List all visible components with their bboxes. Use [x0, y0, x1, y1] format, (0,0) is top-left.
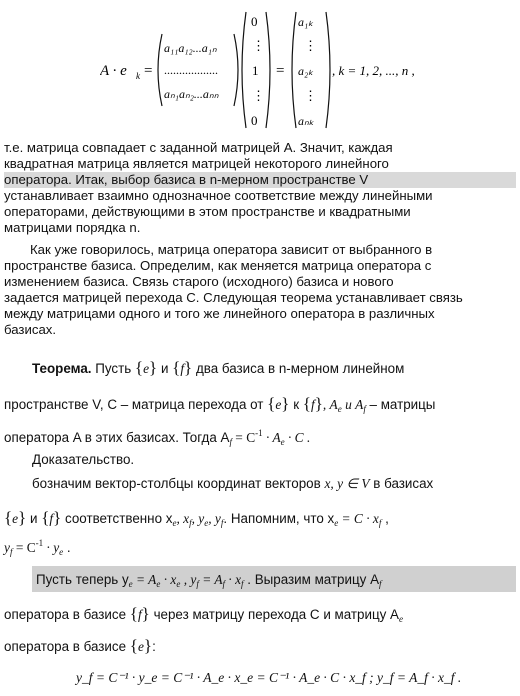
- sub-e: e: [176, 579, 181, 589]
- proof-line-3: [4, 538, 71, 557]
- last-text: через матрицу перехода C и матрицу A: [149, 607, 399, 622]
- matrix-af: и A: [341, 397, 364, 412]
- basis-f: f: [310, 397, 315, 412]
- proof-math: , x: [176, 511, 190, 526]
- brace-close: }: [18, 508, 27, 527]
- unit-dots-1: ⋮: [252, 38, 265, 53]
- brace-close: }: [53, 508, 62, 527]
- last-text: :: [152, 639, 156, 654]
- theorem-text: пространстве V, C – матрица перехода от: [4, 397, 268, 412]
- sub-e: e: [59, 547, 64, 557]
- matrix-ae: , A: [322, 397, 338, 412]
- proof-line-2: [4, 508, 389, 528]
- col-dots-2: ⋮: [304, 88, 317, 103]
- unit-paren-right: [266, 12, 270, 128]
- sub-f: f: [196, 579, 199, 589]
- p1-line-6: матрицами порядка n.: [4, 220, 141, 235]
- brace-close: }: [141, 604, 150, 623]
- highlight-math: = A: [132, 572, 157, 587]
- proof-line-1: [32, 476, 433, 492]
- proof-math: , y: [208, 511, 221, 526]
- formula-matrix-column: [100, 8, 430, 132]
- theorem-math: · C .: [284, 430, 311, 445]
- sub-e: e: [334, 518, 339, 528]
- unit-dots-2: ⋮: [252, 88, 265, 103]
- matrix-row-1: a₁₁a₁₂...a₁ₙ: [164, 41, 217, 55]
- last-text: оператора в базисе: [4, 639, 130, 654]
- brace-open: {: [41, 508, 50, 527]
- p1-line-5: операторами, действующими в этом пространстве и квадратными: [4, 204, 411, 219]
- p2-line-5: между матрицами одного и того же линейного оператора в различных: [4, 306, 435, 321]
- proof-text: соответственно x: [61, 511, 173, 526]
- highlight-text: Пусть теперь y: [36, 572, 129, 587]
- proof-math: x, y ∈ V: [324, 476, 370, 491]
- highlight-line: [36, 572, 382, 589]
- highlight-math: · x: [225, 572, 242, 587]
- basis-f: f: [49, 511, 54, 526]
- unit-1: 1: [252, 63, 259, 78]
- col-a1k: a₁ₖ: [298, 15, 314, 29]
- highlight-math: = A: [198, 572, 223, 587]
- sub-f: f: [378, 518, 382, 528]
- basis-e: e: [12, 511, 19, 526]
- basis-e: e: [275, 397, 282, 412]
- sub-e: e: [128, 579, 133, 589]
- sup-inverse: -1: [255, 428, 263, 438]
- last-line-1: [4, 604, 403, 624]
- formula-eq2: =: [276, 63, 285, 79]
- basis-e: e: [143, 361, 150, 376]
- proof-text: . Напомним, что x: [223, 511, 335, 526]
- basis-e: e: [137, 639, 144, 654]
- theorem-label: Теорема.: [32, 361, 92, 376]
- brace-open: {: [4, 508, 13, 527]
- proof-math: = C: [12, 540, 36, 555]
- matrix-paren-right: [234, 34, 238, 106]
- proof-math: = C · x: [338, 511, 379, 526]
- col-paren-right: [326, 12, 330, 128]
- p2-line-2: пространстве базиса. Определим, как меняется матрица оператора с: [4, 258, 432, 273]
- theorem-text: оператора A в этих базисах. Тогда A: [4, 430, 230, 445]
- p2-line-4: задается матрицей перехода C. Следующая теорема устанавливает связь: [4, 290, 463, 305]
- sup-inverse: -1: [35, 538, 44, 548]
- theorem-math: = C: [231, 430, 256, 445]
- final-equation: y_f = C⁻¹ · y_e = C⁻¹ · A_e · x_e = C⁻¹ · A_e · C · x_f ; y_f = A_f · x_f .: [76, 670, 462, 685]
- proof-math: , y: [191, 511, 205, 526]
- sub-f: f: [379, 579, 382, 589]
- col-ank: aₙₖ: [298, 114, 314, 128]
- brace-open: {: [302, 394, 311, 413]
- p2-line-6: базисах.: [4, 322, 57, 337]
- sub-e: e: [398, 614, 403, 624]
- p1-line-4: устанавливает взаимно однозначное соответствие между линейными: [4, 188, 433, 203]
- formula-eq1: =: [144, 63, 153, 79]
- proof-math: · y: [43, 540, 60, 555]
- highlight-math: , y: [180, 572, 197, 587]
- highlight-math: · x: [160, 572, 177, 587]
- formula-lhs: A · e: [100, 63, 127, 79]
- last-text: оператора в базисе: [4, 607, 130, 622]
- unit-paren-left: [242, 12, 246, 128]
- theorem-text: к: [289, 397, 303, 412]
- col-paren-left: [292, 12, 296, 128]
- p1-line-1: т.е. матрица совпадает с заданной матрицей A. Значит, каждая: [4, 140, 393, 155]
- brace-close: }: [281, 394, 290, 413]
- matrix-formula-svg: [100, 8, 430, 132]
- brace-close: }: [314, 394, 323, 413]
- proof-text: .: [63, 540, 71, 555]
- unit-0-bottom: 0: [251, 113, 258, 128]
- highlight-text: . Выразим матрицу A: [243, 572, 380, 587]
- p2-line-3: изменением базиса. Связь старого (исходного) базиса и нового: [4, 274, 394, 289]
- proof-math: y: [4, 540, 10, 555]
- sub-f: f: [189, 518, 192, 528]
- brace-open: {: [134, 358, 144, 377]
- col-dots-1: ⋮: [304, 38, 317, 53]
- brace-open: {: [129, 604, 138, 623]
- brace-close: }: [143, 636, 153, 655]
- p2-line-1: Как уже говорилось, матрица оператора зависит от выбранного в: [30, 242, 433, 257]
- theorem-line-3: [4, 428, 310, 447]
- sub-f: f: [222, 579, 226, 589]
- sub-f: f: [9, 547, 13, 557]
- sub-e: e: [280, 437, 285, 447]
- sub-e: e: [156, 579, 161, 589]
- basis-f: f: [137, 607, 142, 622]
- sub-e: e: [337, 404, 342, 414]
- col-a2k: a₂ₖ: [298, 64, 314, 78]
- brace-open: {: [267, 394, 276, 413]
- matrix-row-3: aₙ₁aₙ₂...aₙₙ: [164, 87, 219, 101]
- sub-e: e: [172, 518, 177, 528]
- p1-line-2: квадратная матрица является матрицей некоторого линейного: [4, 156, 389, 171]
- brace-close: }: [184, 358, 193, 377]
- theorem-line-1: [32, 358, 404, 378]
- proof-text: бозначим вектор-столбцы координат векторов: [32, 476, 325, 491]
- matrix-paren-left: [158, 34, 162, 106]
- theorem-text: Пусть: [91, 361, 135, 376]
- theorem-text: и: [157, 361, 173, 376]
- proof-text: и: [26, 511, 42, 526]
- sub-f: f: [363, 404, 366, 414]
- formula-suffix: , k = 1, 2, ..., n ,: [332, 63, 415, 78]
- last-line-2: [4, 636, 156, 656]
- basis-f: f: [180, 361, 185, 376]
- p1-line-3: оператора. Итак, выбор базиса в n-мерном пространстве V: [4, 172, 516, 188]
- brace-close: }: [149, 358, 158, 377]
- brace-open: {: [129, 636, 138, 655]
- sub-f: f: [241, 579, 244, 589]
- proof-label: Доказательство.: [32, 452, 135, 467]
- sub-f: f: [229, 437, 232, 447]
- matrix-row-2: ..................: [164, 63, 218, 77]
- theorem-line-2: [4, 394, 435, 414]
- theorem-text: два базиса в n-мерном линейном: [192, 361, 405, 376]
- sub-e: e: [204, 518, 209, 528]
- proof-text: в базисах: [369, 476, 434, 491]
- unit-0-top: 0: [251, 14, 258, 29]
- theorem-text: – матрицы: [365, 397, 436, 412]
- sub-f: f: [220, 518, 224, 528]
- proof-text: ,: [381, 511, 389, 526]
- brace-open: {: [172, 358, 181, 377]
- theorem-math: · A: [262, 430, 281, 445]
- formula-lhs-sub: k: [136, 71, 140, 81]
